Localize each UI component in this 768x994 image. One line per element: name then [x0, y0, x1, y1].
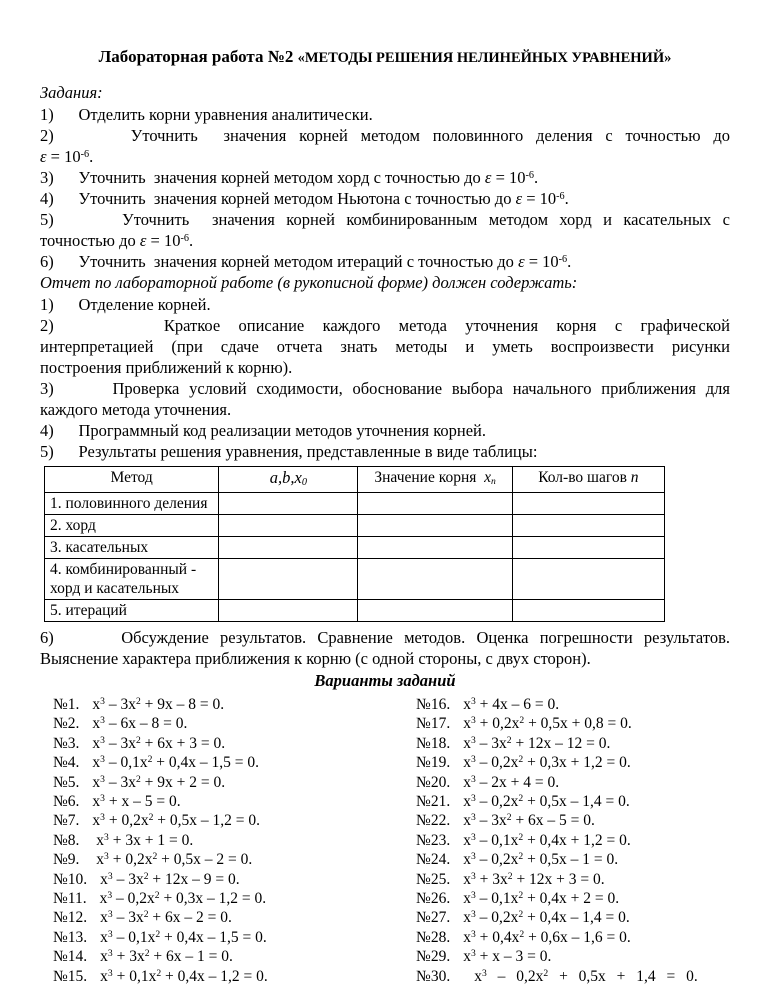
variant-equation: $x^3 + 0,4x^2 + 0,6x - 1,6 = 0$.	[463, 928, 631, 946]
col-header-root	[358, 467, 512, 493]
variant-item-4	[53, 753, 416, 772]
variant-equation: $x^3 + 4x - 6 = 0$.	[463, 696, 560, 713]
col-header-root-symbol: $x_n$	[484, 469, 496, 487]
variant-item-5	[53, 773, 416, 792]
variant-item-11	[53, 889, 416, 908]
variant-item-29	[416, 947, 730, 966]
variant-number: №5.	[53, 773, 80, 791]
variant-item-24	[416, 850, 730, 869]
variant-equation: $x^3 + 3x^2 + 6x - 1 = 0$.	[100, 948, 233, 966]
variant-number: №20.	[416, 773, 451, 791]
report-item-2: 2) Краткое описание каждого метода уточнения корня с графической интерпретацией (при сдаче отчета знать методы и уметь воспроизвести рисунки построения приближений к корню).	[40, 316, 730, 377]
root-cell-empty	[358, 537, 512, 559]
variant-item-12	[53, 908, 416, 927]
variant-equation: $x^3 - 0,1x^2 + 0,4x + 1,2 = 0$.	[463, 831, 631, 849]
col-header-method: Метод	[45, 467, 219, 493]
variant-item-27	[416, 908, 730, 927]
variant-number: №22.	[416, 812, 451, 830]
variant-number: №1.	[53, 696, 80, 713]
variant-equation: $x^3 - 0,2x^2 + 0,5x - 1 = 0$.	[463, 851, 619, 869]
variant-equation: $x^3 + 3x^2 + 12x + 3 = 0$.	[463, 870, 605, 888]
tasks-heading: Задания:	[40, 83, 103, 102]
page-title	[40, 46, 730, 69]
variant-equation: $x^3 - 0,2x^2 + 0,5x + 1,4 = 0$.	[474, 967, 698, 985]
variant-equation: $x^3 - 3x^2 + 6x - 2 = 0$.	[100, 909, 232, 927]
variant-item-6	[53, 792, 416, 811]
variant-number: №24.	[416, 851, 451, 869]
page-title-caps: «МЕТОДЫ РЕШЕНИЯ НЕЛИНЕЙНЫХ УРАВНЕНИЙ»	[297, 50, 672, 66]
abx-cell-empty	[219, 600, 358, 622]
task-item-2: 2) Уточнить значения корней методом половинного деления с точностью до $\varepsilon = 10^{-6}$.	[40, 126, 730, 166]
variant-item-28	[416, 928, 730, 947]
variant-equation: $x^3 - 0,2x^2 + 0,3x + 1,2 = 0$.	[463, 754, 631, 772]
variant-number: №17.	[416, 715, 451, 733]
variant-item-10	[53, 870, 416, 889]
variant-item-23	[416, 831, 730, 850]
report-item-4: 4) Программный код реализации методов уточнения корней.	[40, 421, 487, 440]
variant-equation: $x^3 - 0,1x^2 + 0,4x - 1,5 = 0$.	[92, 754, 259, 772]
variant-item-26	[416, 889, 730, 908]
variant-item-19	[416, 753, 730, 772]
variant-number: №6.	[53, 793, 80, 811]
report-item-1: 1) Отделение корней.	[40, 295, 211, 314]
variant-equation: $x^3 - 3x^2 + 12x - 9 = 0$.	[100, 870, 240, 888]
variant-item-25	[416, 870, 730, 889]
method-cell: 3. касательных	[45, 537, 219, 559]
steps-cell-empty	[512, 600, 664, 622]
table-row	[45, 537, 665, 559]
variant-equation: $x^3 + x - 5 = 0$.	[92, 793, 181, 811]
report-item-5: 5) Результаты решения уравнения, представленные в виде таблицы:	[40, 442, 538, 461]
col-header-abx: $a,b,x_0$	[219, 467, 358, 493]
variants-section	[40, 695, 730, 986]
root-cell-empty	[358, 493, 512, 515]
table-row	[45, 559, 665, 600]
steps-cell-empty	[512, 515, 664, 537]
variant-item-2	[53, 714, 416, 733]
variant-equation: $x^3 + 0,2x^2 + 0,5x - 1,2 = 0$.	[92, 812, 260, 830]
variant-equation: $x^3 - 3x^2 + 9x + 2 = 0$.	[92, 773, 226, 791]
task-item-1: 1) Отделить корни уравнения аналитически.	[40, 105, 373, 124]
table-row	[45, 600, 665, 622]
variant-number: №9.	[53, 851, 80, 869]
report-item-3: 3) Проверка условий сходимости, обоснование выбора начального приближения для каждого метода уточнения.	[40, 379, 730, 419]
method-cell: 4. комбинированный - хорд и касательных	[45, 559, 219, 600]
variant-number: №30.	[416, 967, 451, 985]
variant-item-17	[416, 714, 730, 733]
variant-item-8	[53, 831, 416, 850]
variant-equation: $x^3 - 0,1x^2 + 0,4x + 2 = 0$.	[463, 890, 620, 908]
variant-equation: $x^3 + 0,1x^2 + 0,4x - 1,2 = 0$.	[100, 967, 268, 985]
root-cell-empty	[358, 600, 512, 622]
variant-item-7	[53, 811, 416, 830]
task-item-6: 6) Уточнить значения корней методом итераций с точностью до $\varepsilon = 10^{-6}$.	[40, 252, 572, 271]
variant-equation: $x^3 - 3x^2 + 12x - 12 = 0$.	[463, 734, 611, 752]
method-cell: 5. итераций	[45, 600, 219, 622]
variant-item-1	[53, 695, 416, 714]
variant-item-30	[416, 967, 730, 986]
col-header-steps	[512, 467, 664, 493]
variant-number: №15.	[53, 967, 88, 985]
variant-number: №14.	[53, 948, 88, 966]
variant-equation: $x^3 + 3x + 1 = 0$.	[92, 831, 194, 849]
steps-cell-empty	[512, 537, 664, 559]
variant-equation: $x^3 + 0,2x^2 + 0,5x + 0,8 = 0$.	[463, 715, 632, 733]
results-table	[44, 466, 665, 622]
variant-number: №19.	[416, 754, 451, 772]
variant-equation: $x^3 - 0,2x^2 + 0,4x - 1,4 = 0$.	[463, 909, 630, 927]
abx-cell-empty	[219, 515, 358, 537]
col-header-steps-symbol: n	[630, 469, 639, 486]
col-header-root-label: Значение корня	[374, 469, 477, 486]
variant-item-21	[416, 792, 730, 811]
variant-number: №27.	[416, 909, 451, 927]
task-item-5: 5) Уточнить значения корней комбинированным методом хорд и касательных с точностью до $\varepsilon = 10^{-6}$.	[40, 210, 730, 250]
table-row	[45, 515, 665, 537]
variants-column-right	[416, 695, 730, 986]
table-header-row	[45, 467, 665, 493]
abx-cell-empty	[219, 559, 358, 600]
variant-number: №13.	[53, 928, 88, 946]
variant-equation: $x^3 - 2x + 4 = 0$.	[463, 773, 560, 791]
variant-number: №3.	[53, 734, 80, 752]
abx-cell-empty	[219, 537, 358, 559]
variant-number: №8.	[53, 831, 80, 849]
variant-equation: $x^3 + x - 3 = 0$.	[463, 948, 552, 966]
method-cell: 2. хорд	[45, 515, 219, 537]
variant-item-16	[416, 695, 730, 714]
variant-item-9	[53, 850, 416, 869]
variant-number: №4.	[53, 754, 80, 772]
variant-number: №2.	[53, 715, 80, 733]
report-heading: Отчет по лабораторной работе (в рукописной форме) должен содержать:	[40, 273, 578, 292]
variant-number: №21.	[416, 793, 451, 811]
variants-heading: Варианты заданий	[314, 671, 456, 690]
task-item-3: 3) Уточнить значения корней методом хорд с точностью до $\varepsilon = 10^{-6}$.	[40, 168, 539, 187]
variant-equation: $x^3 - 3x^2 + 9x - 8 = 0$.	[92, 696, 225, 713]
variant-item-15	[53, 967, 416, 986]
root-cell-empty	[358, 559, 512, 600]
variant-number: №23.	[416, 831, 451, 849]
variant-number: №11.	[53, 890, 87, 908]
variant-number: №25.	[416, 870, 451, 888]
col-header-steps-label: Кол-во шагов	[538, 469, 627, 486]
variant-number: №16.	[416, 696, 451, 713]
task-item-4: 4) Уточнить значения корней методом Ньютона с точностью до $\varepsilon = 10^{-6}$.	[40, 189, 569, 208]
discussion-item: 6) Обсуждение результатов. Сравнение методов. Оценка погрешности результатов. Выяснение характера приближения к корню (с одной стороны, с двух сторон).	[40, 628, 730, 668]
variant-number: №29.	[416, 948, 451, 966]
abx-cell-empty	[219, 493, 358, 515]
variant-equation: $x^3 + 0,2x^2 + 0,5x - 2 = 0$.	[92, 851, 253, 869]
variant-equation: $x^3 - 0,2x^2 + 0,3x - 1,2 = 0$.	[99, 890, 267, 908]
variant-equation: $x^3 - 0,1x^2 + 0,4x - 1,5 = 0$.	[100, 928, 267, 946]
steps-cell-empty	[512, 493, 664, 515]
variant-item-22	[416, 811, 730, 830]
variant-item-18	[416, 734, 730, 753]
variant-item-14	[53, 947, 416, 966]
variant-number: №28.	[416, 928, 451, 946]
variant-number: №10.	[53, 870, 88, 888]
variant-equation: $x^3 - 3x^2 + 6x - 5 = 0$.	[463, 812, 595, 830]
variant-item-13	[53, 928, 416, 947]
variant-equation: $x^3 - 3x^2 + 6x + 3 = 0$.	[92, 734, 226, 752]
root-cell-empty	[358, 515, 512, 537]
steps-cell-empty	[512, 559, 664, 600]
variant-equation: $x^3 - 0,2x^2 + 0,5x - 1,4 = 0$.	[463, 793, 630, 811]
variants-column-left	[40, 695, 416, 986]
variant-item-20	[416, 773, 730, 792]
variant-number: №7.	[53, 812, 80, 830]
page-title-main: Лабораторная работа №2	[98, 47, 294, 66]
variant-number: №26.	[416, 890, 451, 908]
table-row	[45, 493, 665, 515]
variant-item-3	[53, 734, 416, 753]
variant-number: №12.	[53, 909, 88, 927]
variant-number: №18.	[416, 734, 451, 752]
variant-equation: $x^3 - 6x - 8 = 0$.	[92, 715, 188, 733]
method-cell: 1. половинного деления	[45, 493, 219, 515]
